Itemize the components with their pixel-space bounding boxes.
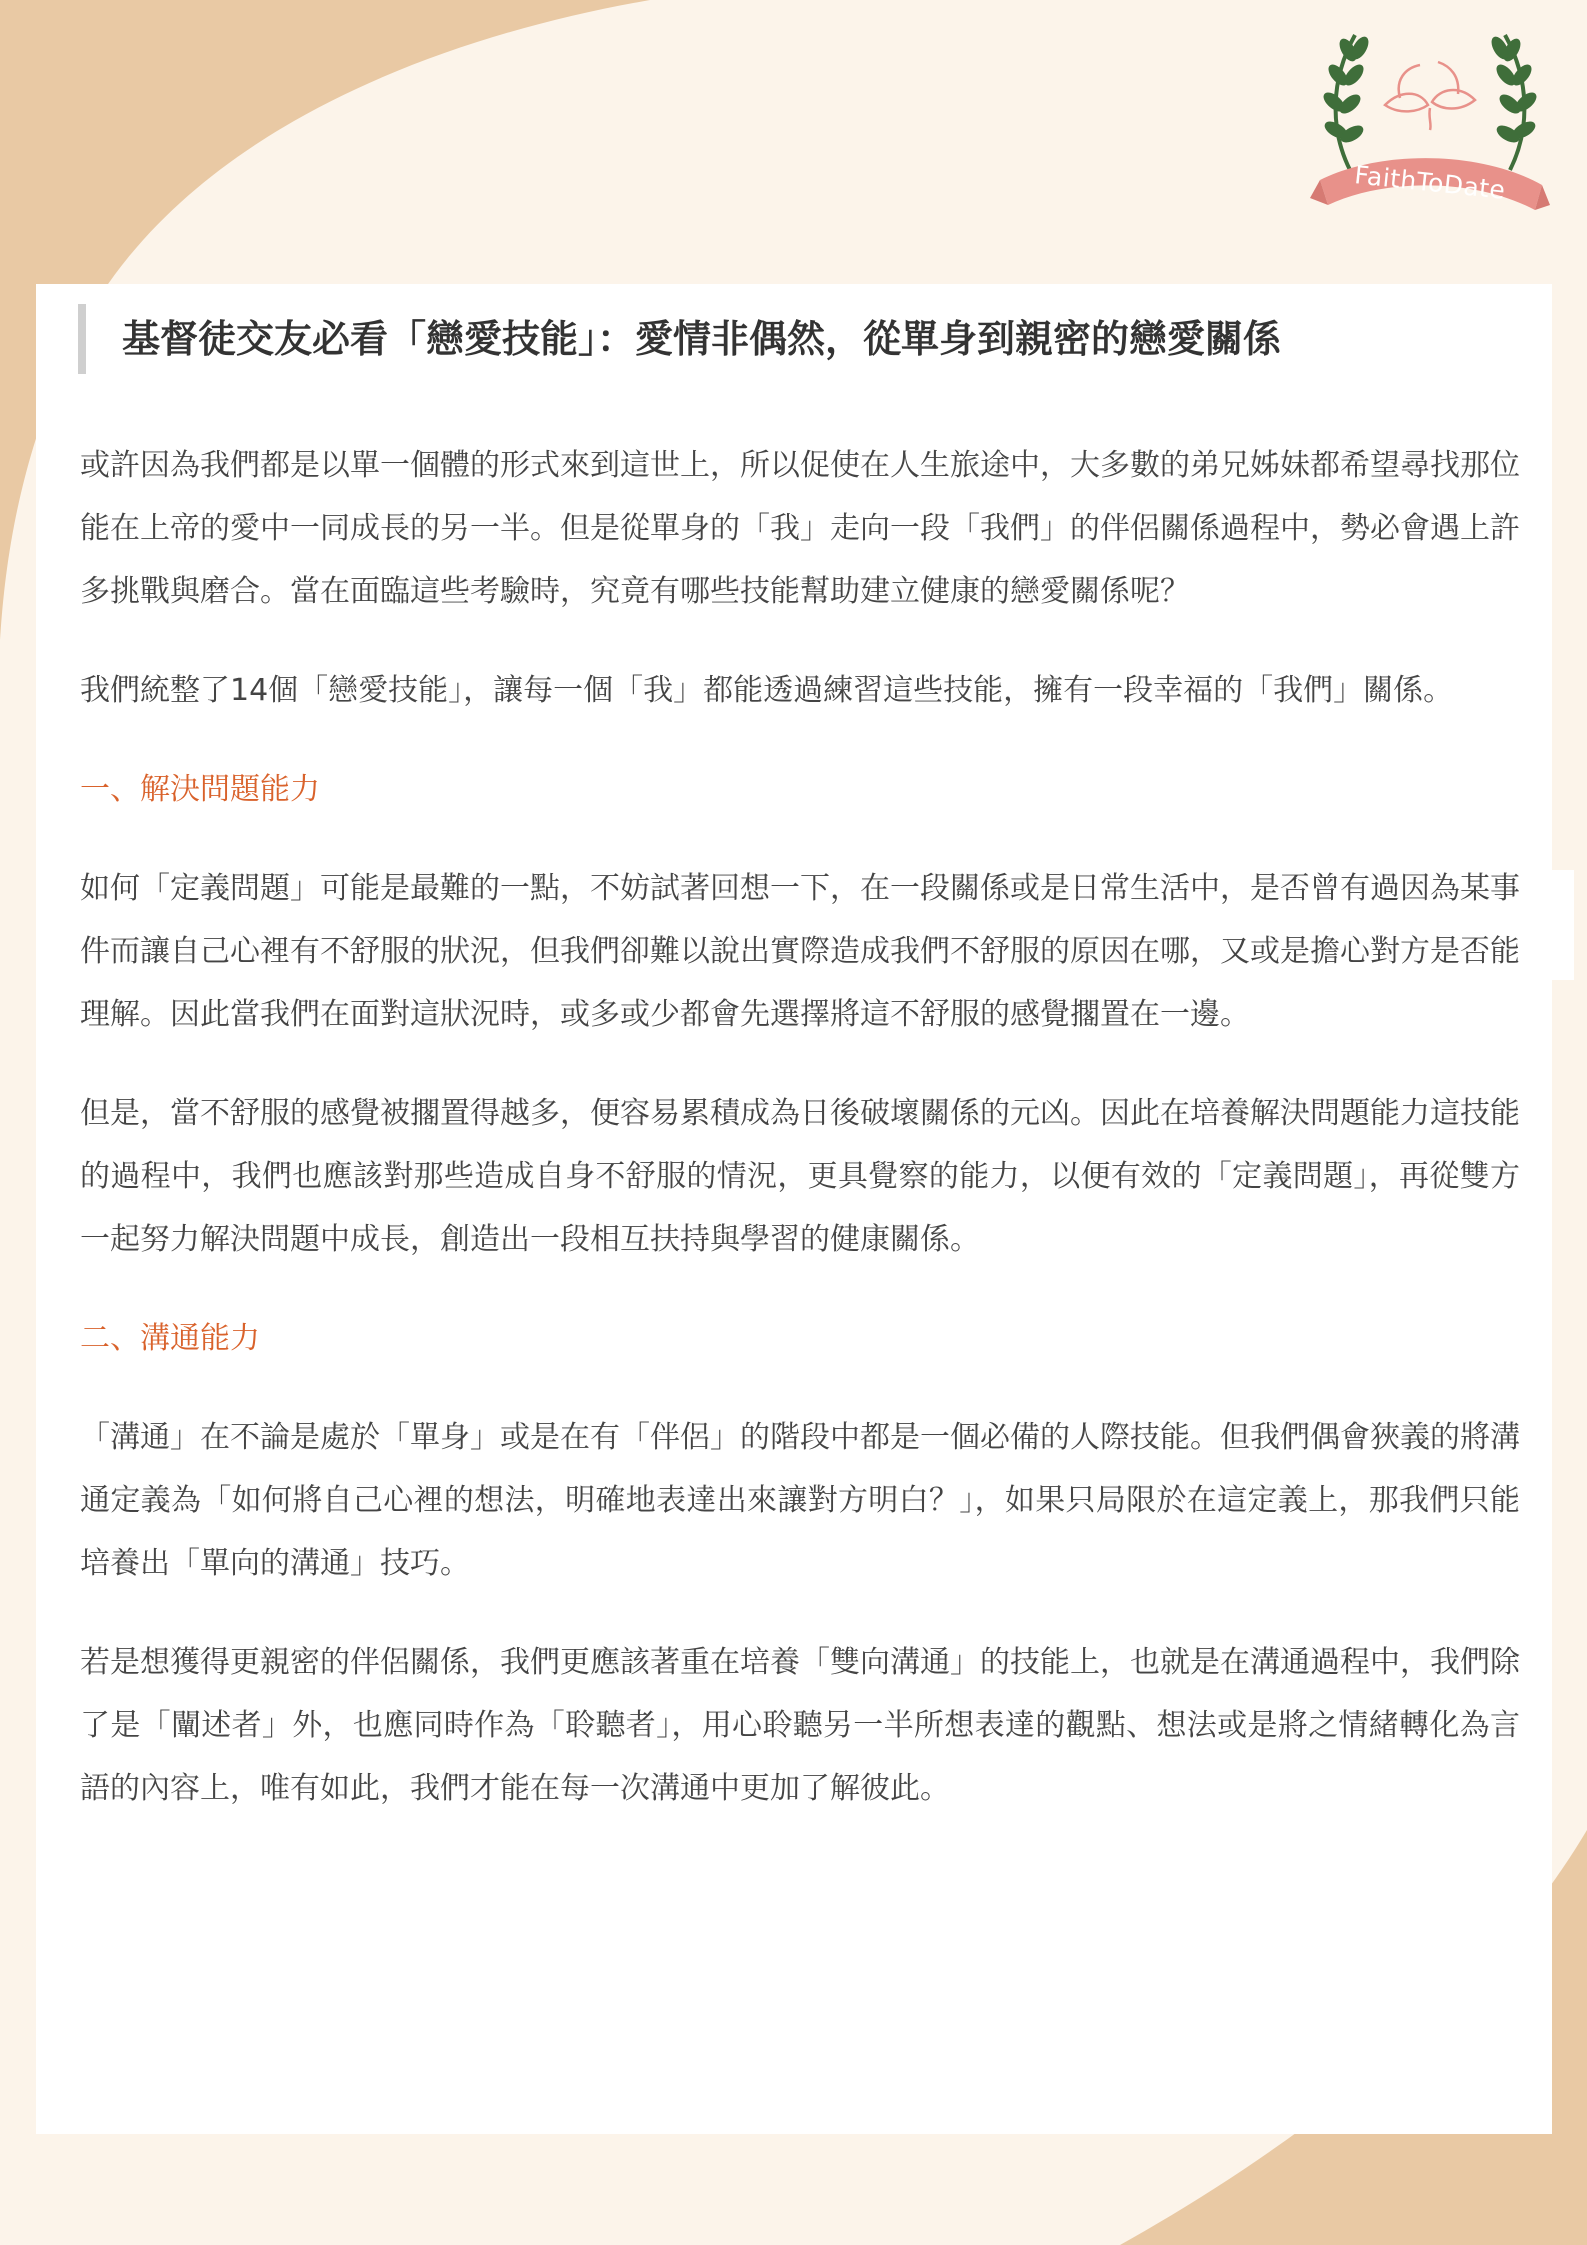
section-paragraph: 若是想獲得更親密的伴侶關係，我們更應該著重在培養「雙向溝通」的技能上，也就是在溝通過程中，我們除了是「闡述者」外，也應同時作為「聆聽者」，用心聆聽另一半所想表達的觀點、想法或是將之情緒轉化為言語的內容上，唯有如此，我們才能在每一次溝通中更加了解彼此。 bbox=[80, 1645, 1520, 1806]
title-accent-bar bbox=[78, 304, 86, 374]
section-heading-problem-solving: 一、解決問題能力 bbox=[80, 772, 320, 807]
article-content bbox=[80, 434, 1520, 1856]
faithtodate-logo bbox=[1310, 20, 1550, 240]
card-side-strip bbox=[1552, 870, 1574, 980]
article-title: 基督徒交友必看「戀愛技能」：愛情非偶然，從單身到親密的戀愛關係 bbox=[122, 317, 1282, 361]
section-paragraph: 如何「定義問題」可能是最難的一點，不妨試著回想一下，在一段關係或是日常生活中，是否曾有過因為某事件而讓自己心裡有不舒服的狀況，但我們卻難以說出實際造成我們不舒服的原因在哪，又或是擔心對方是否能理解。因此當我們在面對這狀況時，或多或少都會先選擇將這不舒服的感覺擱置在一邊。 bbox=[80, 871, 1520, 1032]
section-paragraph: 但是，當不舒服的感覺被擱置得越多，便容易累積成為日後破壞關係的元凶。因此在培養解決問題能力這技能的過程中，我們也應該對那些造成自身不舒服的情況，更具覺察的能力，以便有效的「定義問題」，再從雙方一起努力解決問題中成長，創造出一段相互扶持與學習的健康關係。 bbox=[80, 1096, 1520, 1257]
article-card bbox=[36, 284, 1552, 2134]
laurel-doves-icon bbox=[1310, 20, 1550, 240]
section-paragraph: 「溝通」在不論是處於「單身」或是在有「伴侶」的階段中都是一個必備的人際技能。但我們偶會狹義的將溝通定義為「如何將自己心裡的想法，明確地表達出來讓對方明白？」，如果只局限於在這定義上，那我們只能培養出「單向的溝通」技巧。 bbox=[80, 1420, 1520, 1581]
intro-paragraph: 或許因為我們都是以單一個體的形式來到這世上，所以促使在人生旅途中，大多數的弟兄姊妹都希望尋找那位能在上帝的愛中一同成長的另一半。但是從單身的「我」走向一段「我們」的伴侶關係過程中，勢必會遇上許多挑戰與磨合。當在面臨這些考驗時，究竟有哪些技能幫助建立健康的戀愛關係呢？ bbox=[80, 448, 1520, 609]
section-heading-communication: 二、溝通能力 bbox=[80, 1321, 260, 1356]
intro-paragraph: 我們統整了14個「戀愛技能」，讓每一個「我」都能透過練習這些技能，擁有一段幸福的「我們」關係。 bbox=[80, 673, 1454, 708]
logo-text: FaithToDate bbox=[1353, 160, 1507, 205]
